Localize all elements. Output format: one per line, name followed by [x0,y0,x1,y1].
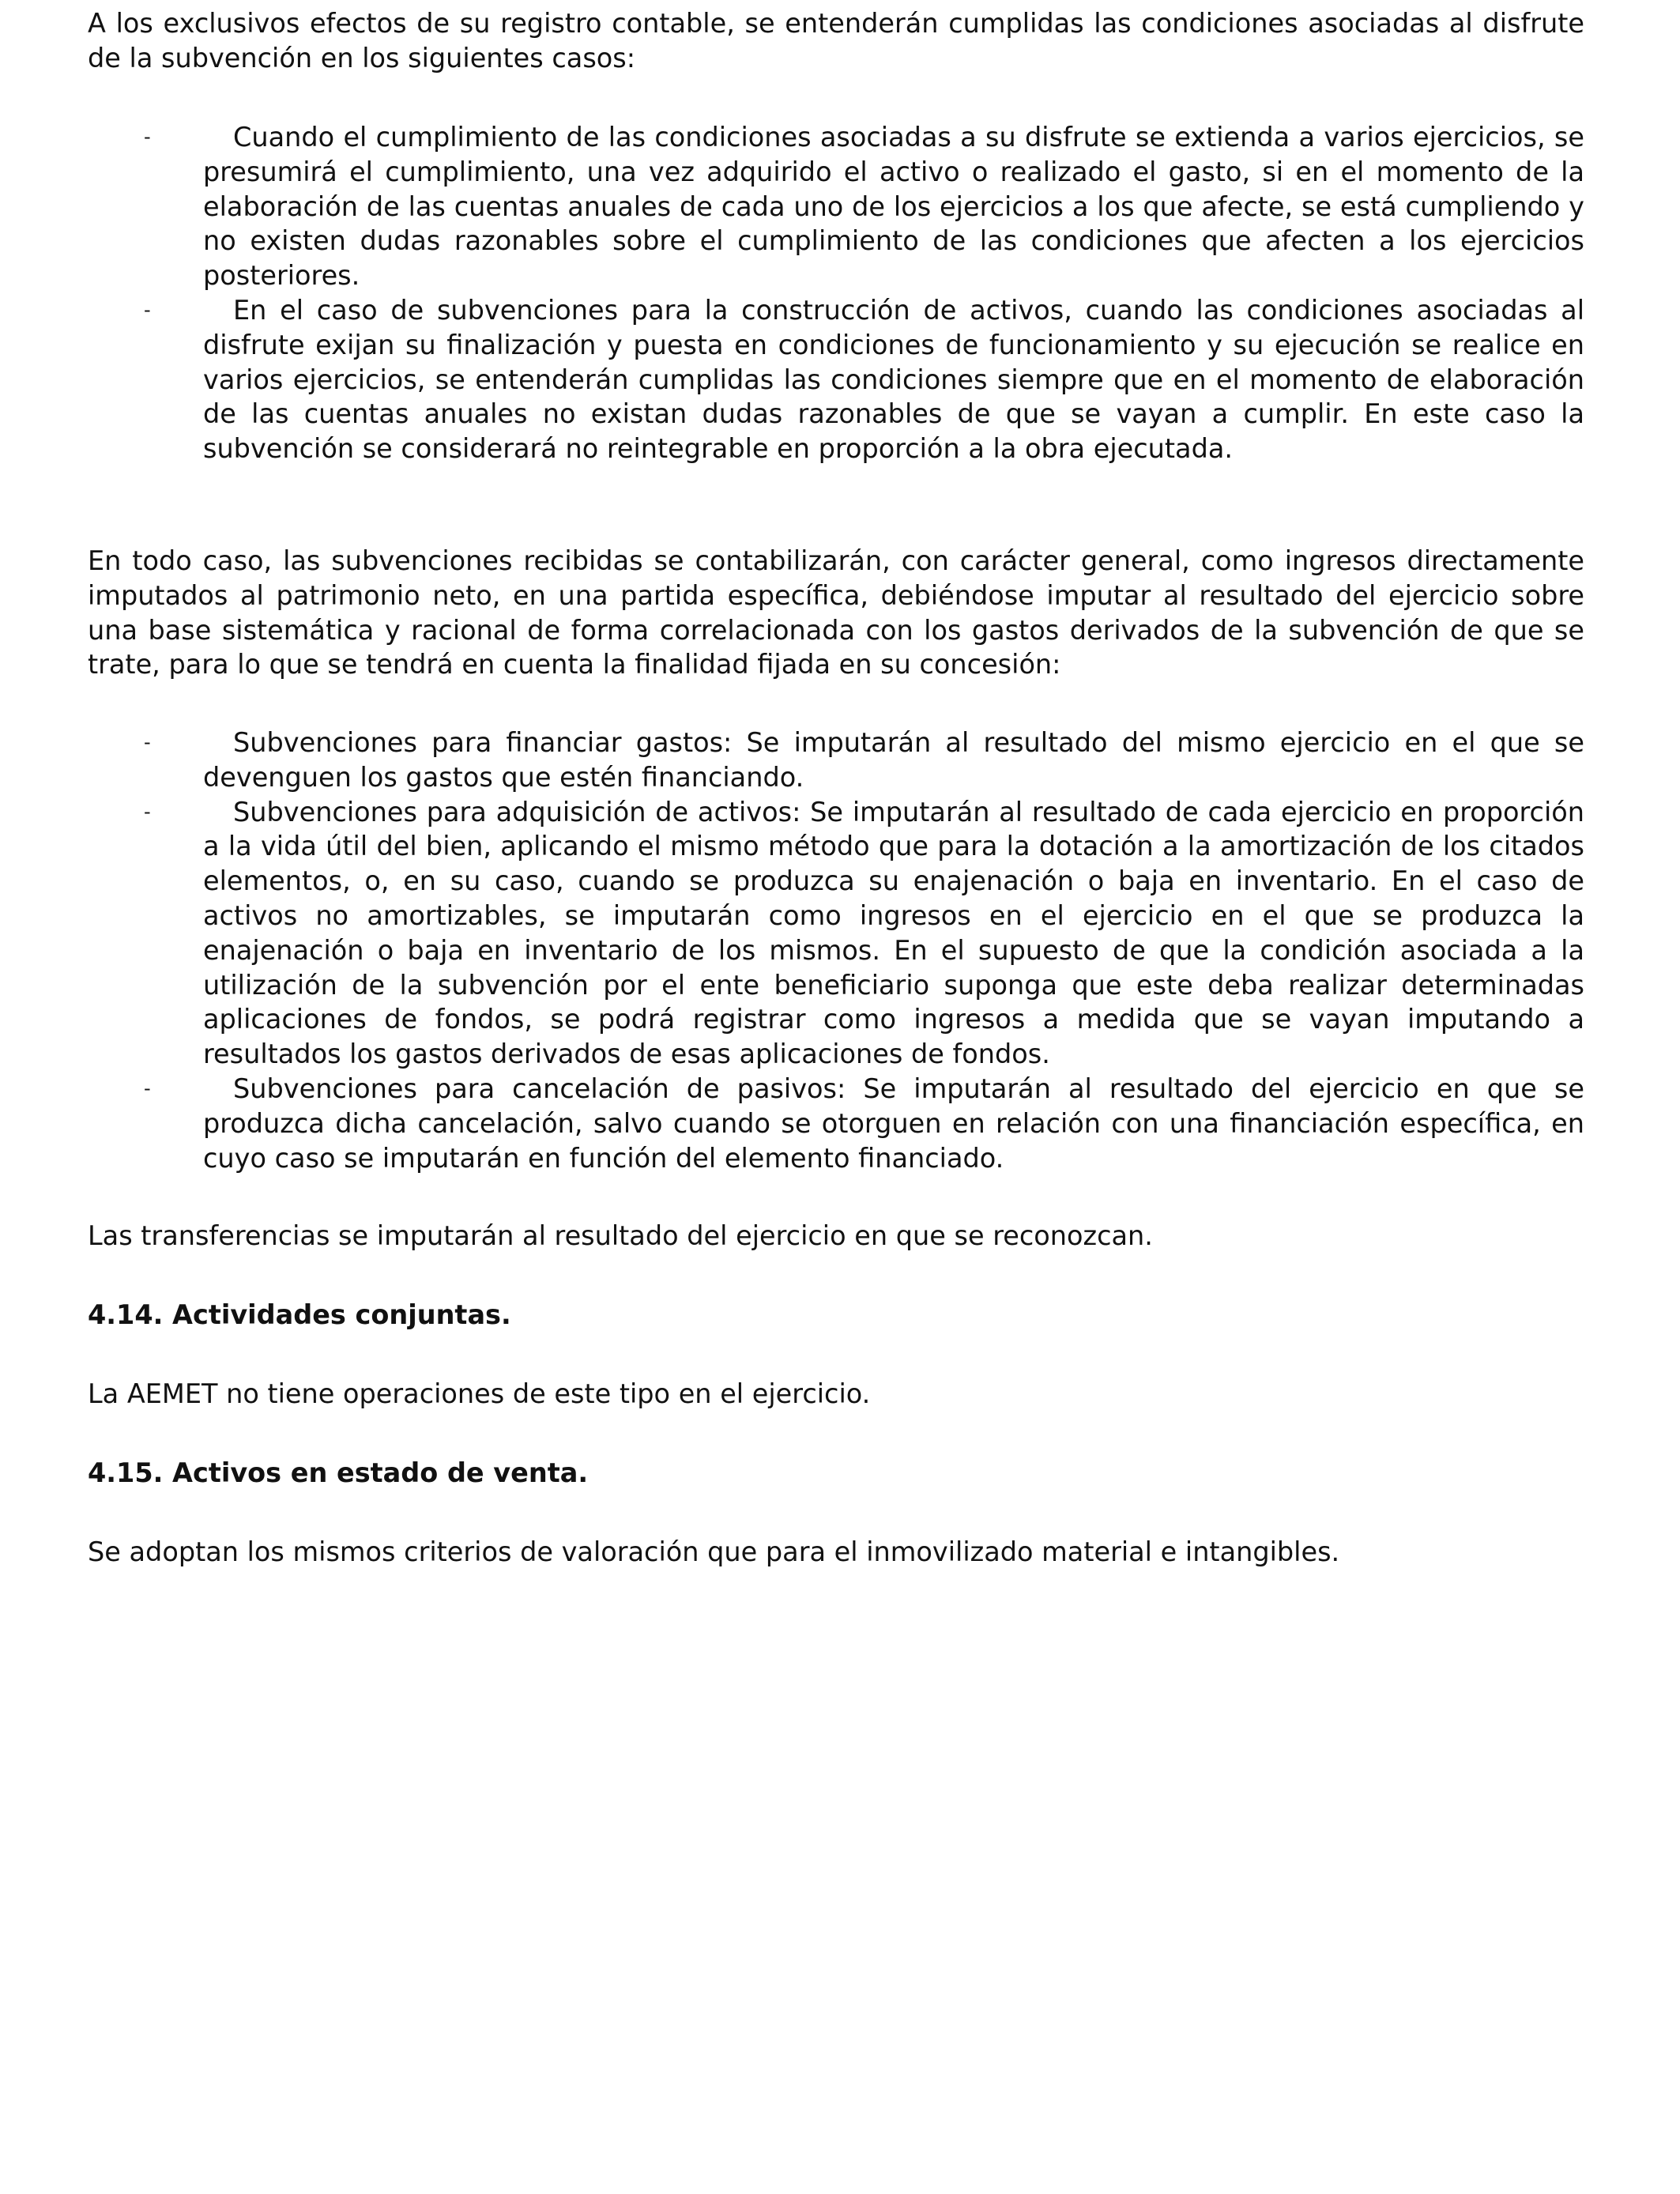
bullet-dash: - [144,298,151,321]
general-paragraph: En todo caso, las subvenciones recibidas se contabilizarán, con carácter general, como ingresos directamente imputados al patrimonio neto, en una partida específica, debiéndose imputar al resultado del ejercicio sobre una base sistemática y racional de forma correlacionada con los gastos derivados de la subvención de que se trate, para lo que se tendrá en cuenta la finalidad fijada en su concesión: [88,545,1584,680]
subsidy-types-list [88,726,1584,1175]
list-item-text: Cuando el cumplimiento de las condiciones asociadas a su disfrute se extienda a varios ejercicios, se presumirá el cumplimiento, una vez adquirido el activo o realizado el gasto, si en el momento de la elaboración de las cuentas anuales de cada uno de los ejercicios a los que afecte, se está cumpliendo y no existen dudas razonables sobre el cumplimiento de las condiciones que afecten a los ejercicios posteriores. [203,122,1584,292]
list-item-text: Subvenciones para financiar gastos: Se imputarán al resultado del mismo ejercicio en el que se devenguen los gastos que estén financiando. [203,727,1584,793]
bullet-dash: - [144,800,151,823]
transfers-paragraph: Las transferencias se imputarán al resultado del ejercicio en que se reconozcan. [88,1220,1153,1251]
list-item [88,795,1584,1072]
intro-paragraph: A los exclusivos efectos de su registro contable, se entenderán cumplidas las condiciones asociadas al disfrute de la subvención en los siguientes casos: [88,8,1584,74]
section-heading-4-14: 4.14. Actividades conjuntas. [88,1299,511,1330]
bullet-dash: - [144,1076,151,1099]
list-item-text: En el caso de subvenciones para la construcción de activos, cuando las condiciones asociadas al disfrute exijan su finalización y puesta en condiciones de funcionamiento y su ejecución se realice en varios ejercicios, se entenderán cumplidas las condiciones siempre que en el momento de elaboración de las cuentas anuales no existan dudas razonables de que se vayan a cumplir. En este caso la subvención se considerará no reintegrable en proporción a la obra ejecutada. [203,294,1584,465]
list-item [88,293,1584,466]
list-item [88,120,1584,293]
conditions-list [88,120,1584,466]
list-item-text: Subvenciones para adquisición de activos: Se imputarán al resultado de cada ejercicio en proporción a la vida útil del bien, aplicando el mismo método que para la dotación a la amortización de los citados elementos, o, en su caso, cuando se produzca su enajenación o baja en inventario. En el caso de activos no amortizables, se imputarán como ingresos en el ejercicio en el que se produzca la enajenación o baja en inventario de los mismos. En el supuesto de que la condición asociada a la utilización de la subvención por el ente beneficiario suponga que este deba realizar determinadas aplicaciones de fondos, se podrá registrar como ingresos a medida que se vayan imputando a resultados los gastos derivados de esas aplicaciones de fondos. [203,796,1584,1070]
joint-activities-paragraph: La AEMET no tiene operaciones de este tipo en el ejercicio. [88,1378,871,1409]
list-item-text: Subvenciones para cancelación de pasivos: Se imputarán al resultado del ejercicio en que se produzca dicha cancelación, salvo cuando se otorguen en relación con una financiación específica, en cuyo caso se imputarán en función del elemento financiado. [203,1072,1584,1174]
list-item [88,726,1584,795]
section-heading-4-15: 4.15. Activos en estado de venta. [88,1457,589,1488]
assets-for-sale-paragraph: Se adoptan los mismos criterios de valoración que para el inmovilizado material e intangibles. [88,1536,1340,1567]
bullet-dash: - [144,126,151,148]
bullet-dash: - [144,731,151,753]
list-item [88,1072,1584,1175]
